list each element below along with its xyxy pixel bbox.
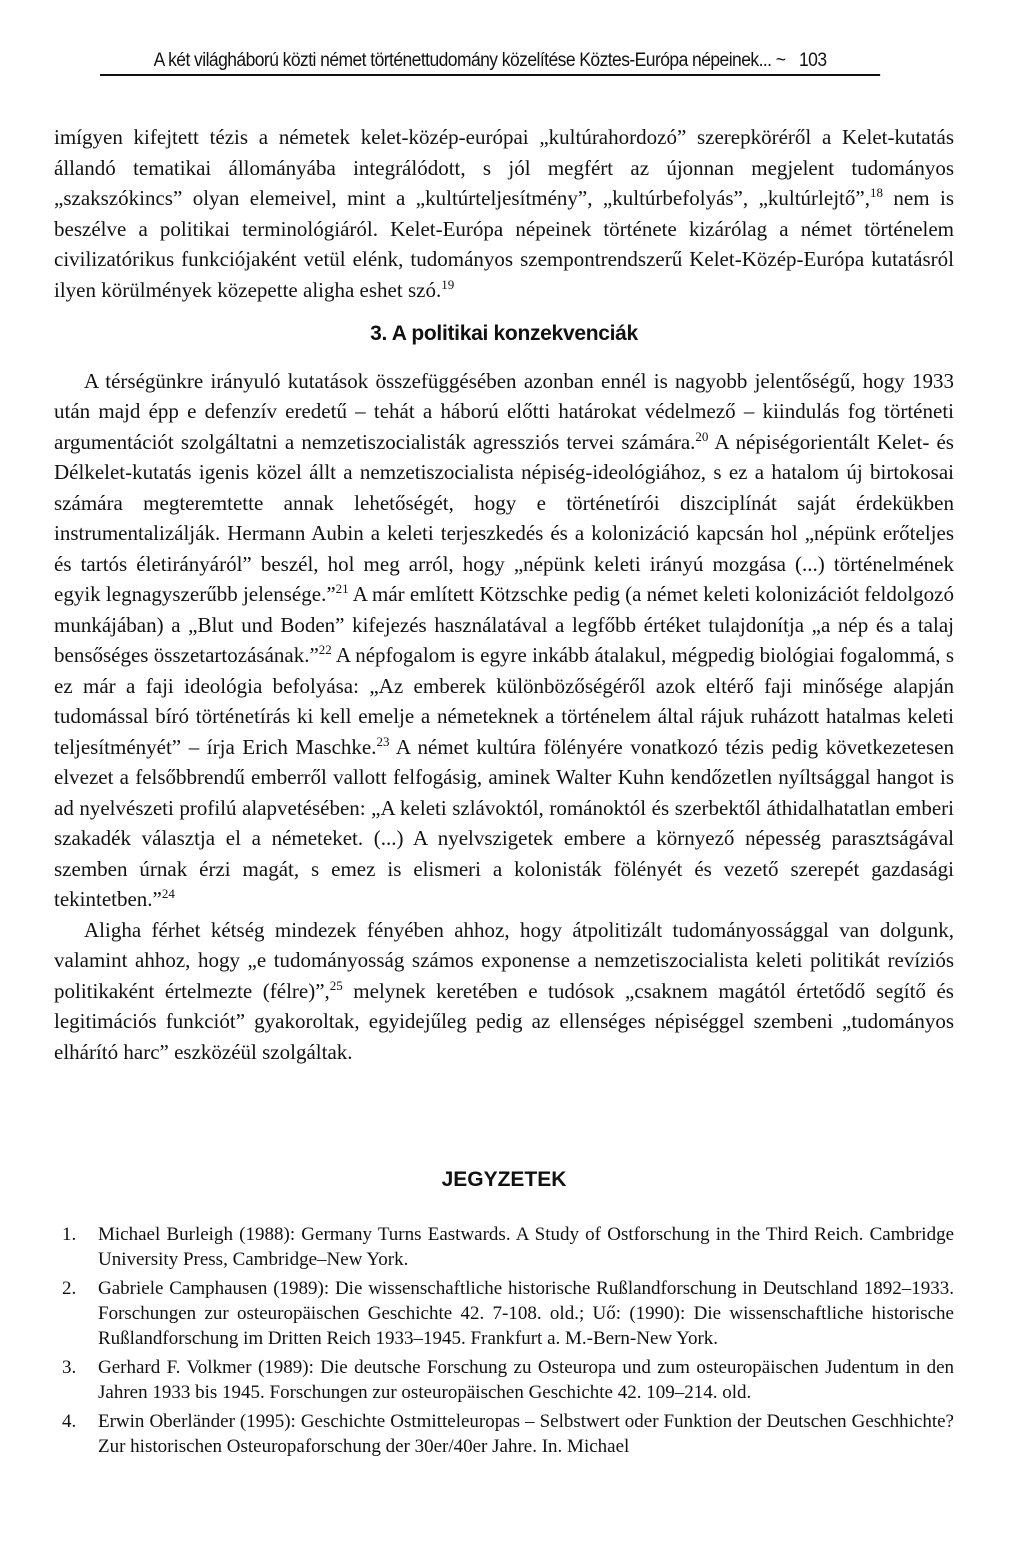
note-item [54, 1409, 954, 1459]
note-number: 3. [62, 1357, 77, 1378]
note-text: Michael Burleigh (1988): Germany Turns Eastwards. A Study of Ostforschung in the Third Reich. Cambridge University Press, Cambridge–New York. [98, 1224, 954, 1270]
text-run: A már említett Kötzschke pedig (a német keleti kolonizációt feldolgozó munkájában) a „Blut und Boden” kifejezés használatával a legfőbb értéket tulajdonítja „a nép és a talaj bensőséges összetartozásának.” [54, 582, 955, 667]
text-run: A térségünkre irányuló kutatások összefüggésében azonban ennél is nagyobb jelentőségű, hogy 1933 után majd épp e defenzív eredetű – tehát a háború előtti határokat védelmező – kiindulás fog történeti argumentációt szolgáltatni a nemzetiszocialisták agressziós tervei számára. [54, 368, 954, 454]
notes-title: JEGYZETEK [441, 1168, 567, 1191]
note-number: 1. [62, 1224, 77, 1245]
note-number: 4. [62, 1411, 77, 1432]
footnote-ref: 21 [335, 581, 349, 596]
note-text: Erwin Oberländer (1995): Geschichte Ostmitteleuropas – Selbstwert oder Funktion der Deutschen Geschhichte? Zur historischen Osteuropaforschung der 30er/40er Jahre. In. Michael [98, 1411, 954, 1457]
text-run: A német kultúra fölényére vonatkozó tézis pedig következetesen elvezet a felsőbbrendű emberről vallott felfogásig, aminek Walter Kuhn kendőzetlen nyíltsággal hangot is ad nyelvészeti profilú alapvetésében: „A keleti szlávoktól, románoktól és szerbektől áthidalhatatlan emberi szakadék választja el a németeket. (...) A nyelvszigetek embere a környező népesség parasztságával szemben úrnak érzi magát, s emez is elismeri a kolonisták fölényét és vezető szerepét gazdasági tekintetben.” [54, 734, 954, 911]
note-number: 2. [62, 1278, 77, 1299]
body-text [54, 122, 954, 1067]
section-title: 3. A politikai konzekvenciák [370, 322, 638, 345]
text-run: nem is beszélve a politikai terminológiáról. Kelet-Európa népeinek története kizárólag a német történelem civilizatórikus funkciójaként vetül elénk, tudományos szempontrendszerű Kelet-Közép-Európa kutatásról ilyen körülmények közepette aligha eshet szó. [54, 186, 954, 302]
footnote-ref: 24 [161, 886, 175, 901]
text-run: melynek keretében e tudósok „csaknem magától értetődő segítő és legitimációs funkciót” gyakoroltak, egyidejűleg pedig az ellenséges népiséggel szembeni „tudományos elhárító harc” eszközéül szolgáltak. [54, 978, 954, 1064]
footnote-ref: 22 [318, 642, 332, 657]
header-title: A két világháború közti német történettudomány közelítése Köztes-Európa népeinek... [153, 50, 772, 71]
note-item [54, 1355, 954, 1405]
running-header [100, 50, 880, 76]
header-dash: ~ [775, 50, 786, 71]
paragraph [54, 915, 954, 1068]
note-item [54, 1276, 954, 1351]
footnote-ref: 19 [441, 276, 455, 292]
footnote-ref: 20 [695, 428, 709, 444]
text-run: A népiségorientált Kelet- és Délkelet-kutatás igenis közel állt a nemzetiszocialista népiség-ideológiához, s ez a hatalom új birtokosai számára megteremtette annak lehetőségét, hogy e történetírói diszciplínát saját érdekükben instrumentalizálják. Hermann Aubin a keleti terjeszkedés és a kolonizáció kapcsán hol „népünk erőteljes és tartós életirányáról” beszél, hol meg arról, hogy „népünk keleti irányú mozgása (...) történelmének egyik legnagyszerűbb jelensége.” [54, 429, 954, 606]
text-run: imígyen kifejtett tézis a németek kelet-közép-európai „kultúrahordozó” szerepköréről a Kelet-kutatás állandó tematikai állományába integrálódott, s jól megfért az újonnan megjelent tudományos „szakszókincs” olyan elemeivel, mint a „kultúrteljesítmény”, „kultúrbefolyás”, „kultúrlejtő”, [54, 125, 954, 210]
note-text: Gabriele Camphausen (1989): Die wissenschaftliche historische Rußlandforschung in Deutschland 1892–1933. Forschungen zur osteuropäischen Geschichte 42. 7-108. old.; Uő: (1990): Die wissenschaftliche historische Rußlandforschung im Dritten Reich 1933–1945. Frankfurt a. M.-Bern-New York. [98, 1278, 954, 1349]
text-run: Aligha férhet kétség mindezek fényében ahhoz, hogy átpolitizált tudományossággal van dolgunk, valamint ahhoz, hogy „e tudományosság számos exponense a nemzetiszocialista keleti politikát revíziós politikaként értelmezte (félre)”, [54, 917, 954, 1003]
paragraph [54, 366, 954, 915]
notes-list [54, 1222, 954, 1463]
page-number: 103 [798, 50, 827, 71]
footnote-ref: 18 [869, 185, 883, 200]
paragraph [54, 122, 954, 305]
footnote-ref: 25 [329, 977, 343, 993]
note-text: Gerhard F. Volkmer (1989): Die deutsche Forschung zu Osteuropa und zum osteuropäischen Judentum in den Jahren 1933 bis 1945. Forschungen zur osteuropäischen Geschichte 42. 109–214. old. [98, 1357, 954, 1403]
text-run: A népfogalom is egyre inkább átalakul, mégpedig biológiai fogalommá, s ez már a faji ideológia befolyása: „Az emberek különbözőségéről azok eltérő faji minősége alapján tudomással bíró történetírás ki kell emelje a németeknek a történelem által rájuk ruházott hatalmas keleti teljesítményét” – írja Erich Maschke. [54, 643, 954, 759]
footnote-ref: 23 [376, 733, 390, 749]
note-item [54, 1222, 954, 1272]
